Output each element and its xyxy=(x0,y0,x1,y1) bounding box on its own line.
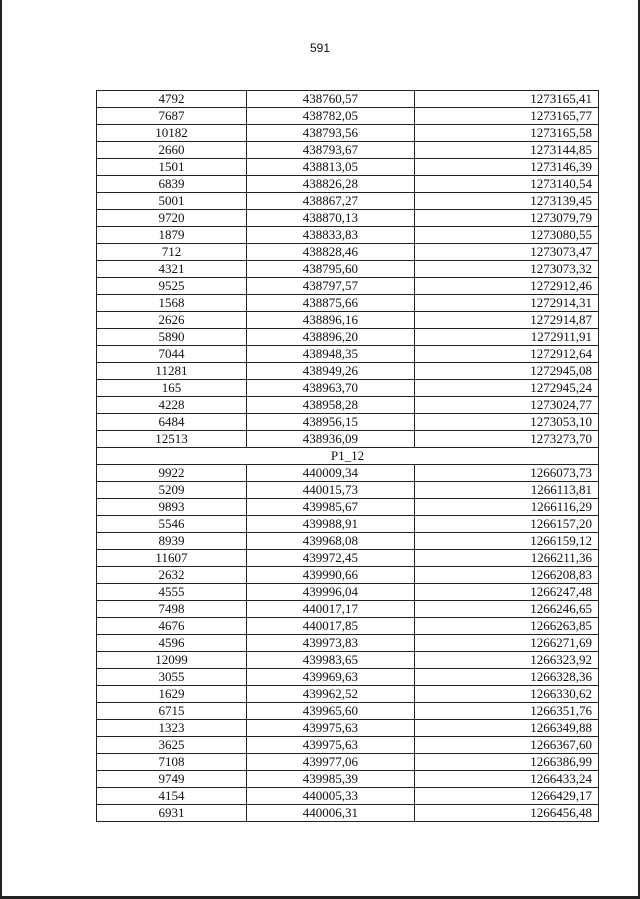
point-id-cell: 1629 xyxy=(97,686,247,703)
point-id-cell: 1568 xyxy=(97,295,247,312)
point-id-cell: 7108 xyxy=(97,754,247,771)
y-coordinate-cell: 1273165,41 xyxy=(414,91,598,108)
point-id-cell: 4154 xyxy=(97,788,247,805)
y-coordinate-cell: 1273144,85 xyxy=(414,142,598,159)
y-coordinate-cell: 1272911,91 xyxy=(414,329,598,346)
point-id-cell: 10182 xyxy=(97,125,247,142)
y-coordinate-cell: 1272945,08 xyxy=(414,363,598,380)
point-id-cell: 12099 xyxy=(97,652,247,669)
x-coordinate-cell: 438793,67 xyxy=(246,142,414,159)
table-row xyxy=(97,533,599,550)
y-coordinate-cell: 1266113,81 xyxy=(414,482,598,499)
x-coordinate-cell: 438795,60 xyxy=(246,261,414,278)
x-coordinate-cell: 439988,91 xyxy=(246,516,414,533)
x-coordinate-cell: 439985,39 xyxy=(246,771,414,788)
y-coordinate-cell: 1266159,12 xyxy=(414,533,598,550)
y-coordinate-cell: 1266116,29 xyxy=(414,499,598,516)
table-row xyxy=(97,584,599,601)
point-id-cell: 9893 xyxy=(97,499,247,516)
x-coordinate-cell: 438782,05 xyxy=(246,108,414,125)
point-id-cell: 5209 xyxy=(97,482,247,499)
x-coordinate-cell: 438896,16 xyxy=(246,312,414,329)
point-id-cell: 4228 xyxy=(97,397,247,414)
point-id-cell: 2660 xyxy=(97,142,247,159)
table-row xyxy=(97,125,599,142)
x-coordinate-cell: 439977,06 xyxy=(246,754,414,771)
x-coordinate-cell: 439996,04 xyxy=(246,584,414,601)
point-id-cell: 6484 xyxy=(97,414,247,431)
y-coordinate-cell: 1273079,79 xyxy=(414,210,598,227)
x-coordinate-cell: 438963,70 xyxy=(246,380,414,397)
table-row xyxy=(97,210,599,227)
scan-edge-left xyxy=(0,0,2,899)
x-coordinate-cell: 438813,05 xyxy=(246,159,414,176)
table-row xyxy=(97,380,599,397)
x-coordinate-cell: 438875,66 xyxy=(246,295,414,312)
x-coordinate-cell: 438760,57 xyxy=(246,91,414,108)
y-coordinate-cell: 1266386,99 xyxy=(414,754,598,771)
x-coordinate-cell: 438948,35 xyxy=(246,346,414,363)
y-coordinate-cell: 1273146,39 xyxy=(414,159,598,176)
x-coordinate-cell: 438936,09 xyxy=(246,431,414,448)
table-row xyxy=(97,295,599,312)
point-id-cell: 4676 xyxy=(97,618,247,635)
table-row xyxy=(97,91,599,108)
y-coordinate-cell: 1272912,64 xyxy=(414,346,598,363)
x-coordinate-cell: 439962,52 xyxy=(246,686,414,703)
table-row xyxy=(97,482,599,499)
x-coordinate-cell: 439972,45 xyxy=(246,550,414,567)
x-coordinate-cell: 438949,26 xyxy=(246,363,414,380)
y-coordinate-cell: 1273139,45 xyxy=(414,193,598,210)
table-row xyxy=(97,737,599,754)
x-coordinate-cell: 439965,60 xyxy=(246,703,414,720)
x-coordinate-cell: 438896,20 xyxy=(246,329,414,346)
y-coordinate-cell: 1273073,47 xyxy=(414,244,598,261)
point-id-cell: 1501 xyxy=(97,159,247,176)
table-row xyxy=(97,618,599,635)
x-coordinate-cell: 438867,27 xyxy=(246,193,414,210)
y-coordinate-cell: 1266456,48 xyxy=(414,805,598,822)
table-row xyxy=(97,601,599,618)
y-coordinate-cell: 1266263,85 xyxy=(414,618,598,635)
point-id-cell: 6931 xyxy=(97,805,247,822)
y-coordinate-cell: 1266208,83 xyxy=(414,567,598,584)
y-coordinate-cell: 1266247,48 xyxy=(414,584,598,601)
point-id-cell: 4555 xyxy=(97,584,247,601)
y-coordinate-cell: 1266157,20 xyxy=(414,516,598,533)
table-row xyxy=(97,567,599,584)
y-coordinate-cell: 1273024,77 xyxy=(414,397,598,414)
point-id-cell: 2626 xyxy=(97,312,247,329)
coordinates-table xyxy=(96,90,599,822)
y-coordinate-cell: 1266073,73 xyxy=(414,465,598,482)
table-row xyxy=(97,499,599,516)
point-id-cell: 11607 xyxy=(97,550,247,567)
x-coordinate-cell: 439975,63 xyxy=(246,737,414,754)
table-row xyxy=(97,652,599,669)
point-id-cell: 2632 xyxy=(97,567,247,584)
table-row xyxy=(97,788,599,805)
point-id-cell: 6839 xyxy=(97,176,247,193)
y-coordinate-cell: 1266328,36 xyxy=(414,669,598,686)
y-coordinate-cell: 1272914,31 xyxy=(414,295,598,312)
x-coordinate-cell: 439968,08 xyxy=(246,533,414,550)
point-id-cell: 9525 xyxy=(97,278,247,295)
point-id-cell: 9720 xyxy=(97,210,247,227)
point-id-cell: 4321 xyxy=(97,261,247,278)
table-row xyxy=(97,805,599,822)
point-id-cell: 9922 xyxy=(97,465,247,482)
table-row xyxy=(97,261,599,278)
y-coordinate-cell: 1272945,24 xyxy=(414,380,598,397)
point-id-cell: 7687 xyxy=(97,108,247,125)
x-coordinate-cell: 439973,83 xyxy=(246,635,414,652)
point-id-cell: 7044 xyxy=(97,346,247,363)
point-id-cell: 1879 xyxy=(97,227,247,244)
point-id-cell: 11281 xyxy=(97,363,247,380)
table-row xyxy=(97,108,599,125)
x-coordinate-cell: 438828,46 xyxy=(246,244,414,261)
y-coordinate-cell: 1273165,58 xyxy=(414,125,598,142)
x-coordinate-cell: 438826,28 xyxy=(246,176,414,193)
y-coordinate-cell: 1273053,10 xyxy=(414,414,598,431)
table-row xyxy=(97,329,599,346)
point-id-cell: 5001 xyxy=(97,193,247,210)
coordinates-table-body xyxy=(97,91,599,822)
point-id-cell: 4596 xyxy=(97,635,247,652)
point-id-cell: 3055 xyxy=(97,669,247,686)
table-row xyxy=(97,244,599,261)
x-coordinate-cell: 438797,57 xyxy=(246,278,414,295)
y-coordinate-cell: 1266271,69 xyxy=(414,635,598,652)
table-row xyxy=(97,397,599,414)
point-id-cell: 5546 xyxy=(97,516,247,533)
section-row xyxy=(97,448,599,465)
x-coordinate-cell: 439985,67 xyxy=(246,499,414,516)
x-coordinate-cell: 440017,85 xyxy=(246,618,414,635)
y-coordinate-cell: 1266351,76 xyxy=(414,703,598,720)
x-coordinate-cell: 440005,33 xyxy=(246,788,414,805)
y-coordinate-cell: 1273165,77 xyxy=(414,108,598,125)
point-id-cell: 1323 xyxy=(97,720,247,737)
y-coordinate-cell: 1266246,65 xyxy=(414,601,598,618)
table-row xyxy=(97,669,599,686)
y-coordinate-cell: 1266367,60 xyxy=(414,737,598,754)
y-coordinate-cell: 1273080,55 xyxy=(414,227,598,244)
table-row xyxy=(97,686,599,703)
point-id-cell: 165 xyxy=(97,380,247,397)
table-row xyxy=(97,278,599,295)
x-coordinate-cell: 440015,73 xyxy=(246,482,414,499)
point-id-cell: 6715 xyxy=(97,703,247,720)
table-row xyxy=(97,312,599,329)
x-coordinate-cell: 440009,34 xyxy=(246,465,414,482)
y-coordinate-cell: 1266211,36 xyxy=(414,550,598,567)
y-coordinate-cell: 1266433,24 xyxy=(414,771,598,788)
table-row xyxy=(97,703,599,720)
x-coordinate-cell: 438793,56 xyxy=(246,125,414,142)
table-row xyxy=(97,193,599,210)
x-coordinate-cell: 438958,28 xyxy=(246,397,414,414)
x-coordinate-cell: 438870,13 xyxy=(246,210,414,227)
table-row xyxy=(97,516,599,533)
table-row xyxy=(97,414,599,431)
point-id-cell: 12513 xyxy=(97,431,247,448)
x-coordinate-cell: 440017,17 xyxy=(246,601,414,618)
x-coordinate-cell: 439969,63 xyxy=(246,669,414,686)
y-coordinate-cell: 1273073,32 xyxy=(414,261,598,278)
point-id-cell: 4792 xyxy=(97,91,247,108)
page-number: 591 xyxy=(309,41,331,55)
table-row xyxy=(97,550,599,567)
y-coordinate-cell: 1266429,17 xyxy=(414,788,598,805)
table-row xyxy=(97,771,599,788)
y-coordinate-cell: 1266330,62 xyxy=(414,686,598,703)
table-row xyxy=(97,431,599,448)
x-coordinate-cell: 439975,63 xyxy=(246,720,414,737)
table-row xyxy=(97,227,599,244)
x-coordinate-cell: 438833,83 xyxy=(246,227,414,244)
x-coordinate-cell: 439990,66 xyxy=(246,567,414,584)
table-row xyxy=(97,176,599,193)
y-coordinate-cell: 1272912,46 xyxy=(414,278,598,295)
table-row xyxy=(97,363,599,380)
x-coordinate-cell: 438956,15 xyxy=(246,414,414,431)
table-row xyxy=(97,465,599,482)
x-coordinate-cell: 439983,65 xyxy=(246,652,414,669)
y-coordinate-cell: 1272914,87 xyxy=(414,312,598,329)
point-id-cell: 712 xyxy=(97,244,247,261)
point-id-cell: 9749 xyxy=(97,771,247,788)
table-row xyxy=(97,159,599,176)
table-row xyxy=(97,142,599,159)
table-row xyxy=(97,346,599,363)
x-coordinate-cell: 440006,31 xyxy=(246,805,414,822)
point-id-cell: 7498 xyxy=(97,601,247,618)
table-row xyxy=(97,635,599,652)
section-label: P1_12 xyxy=(97,448,599,465)
y-coordinate-cell: 1266323,92 xyxy=(414,652,598,669)
table-row xyxy=(97,754,599,771)
point-id-cell: 3625 xyxy=(97,737,247,754)
y-coordinate-cell: 1266349,88 xyxy=(414,720,598,737)
table-row xyxy=(97,720,599,737)
y-coordinate-cell: 1273273,70 xyxy=(414,431,598,448)
point-id-cell: 5890 xyxy=(97,329,247,346)
point-id-cell: 8939 xyxy=(97,533,247,550)
y-coordinate-cell: 1273140,54 xyxy=(414,176,598,193)
